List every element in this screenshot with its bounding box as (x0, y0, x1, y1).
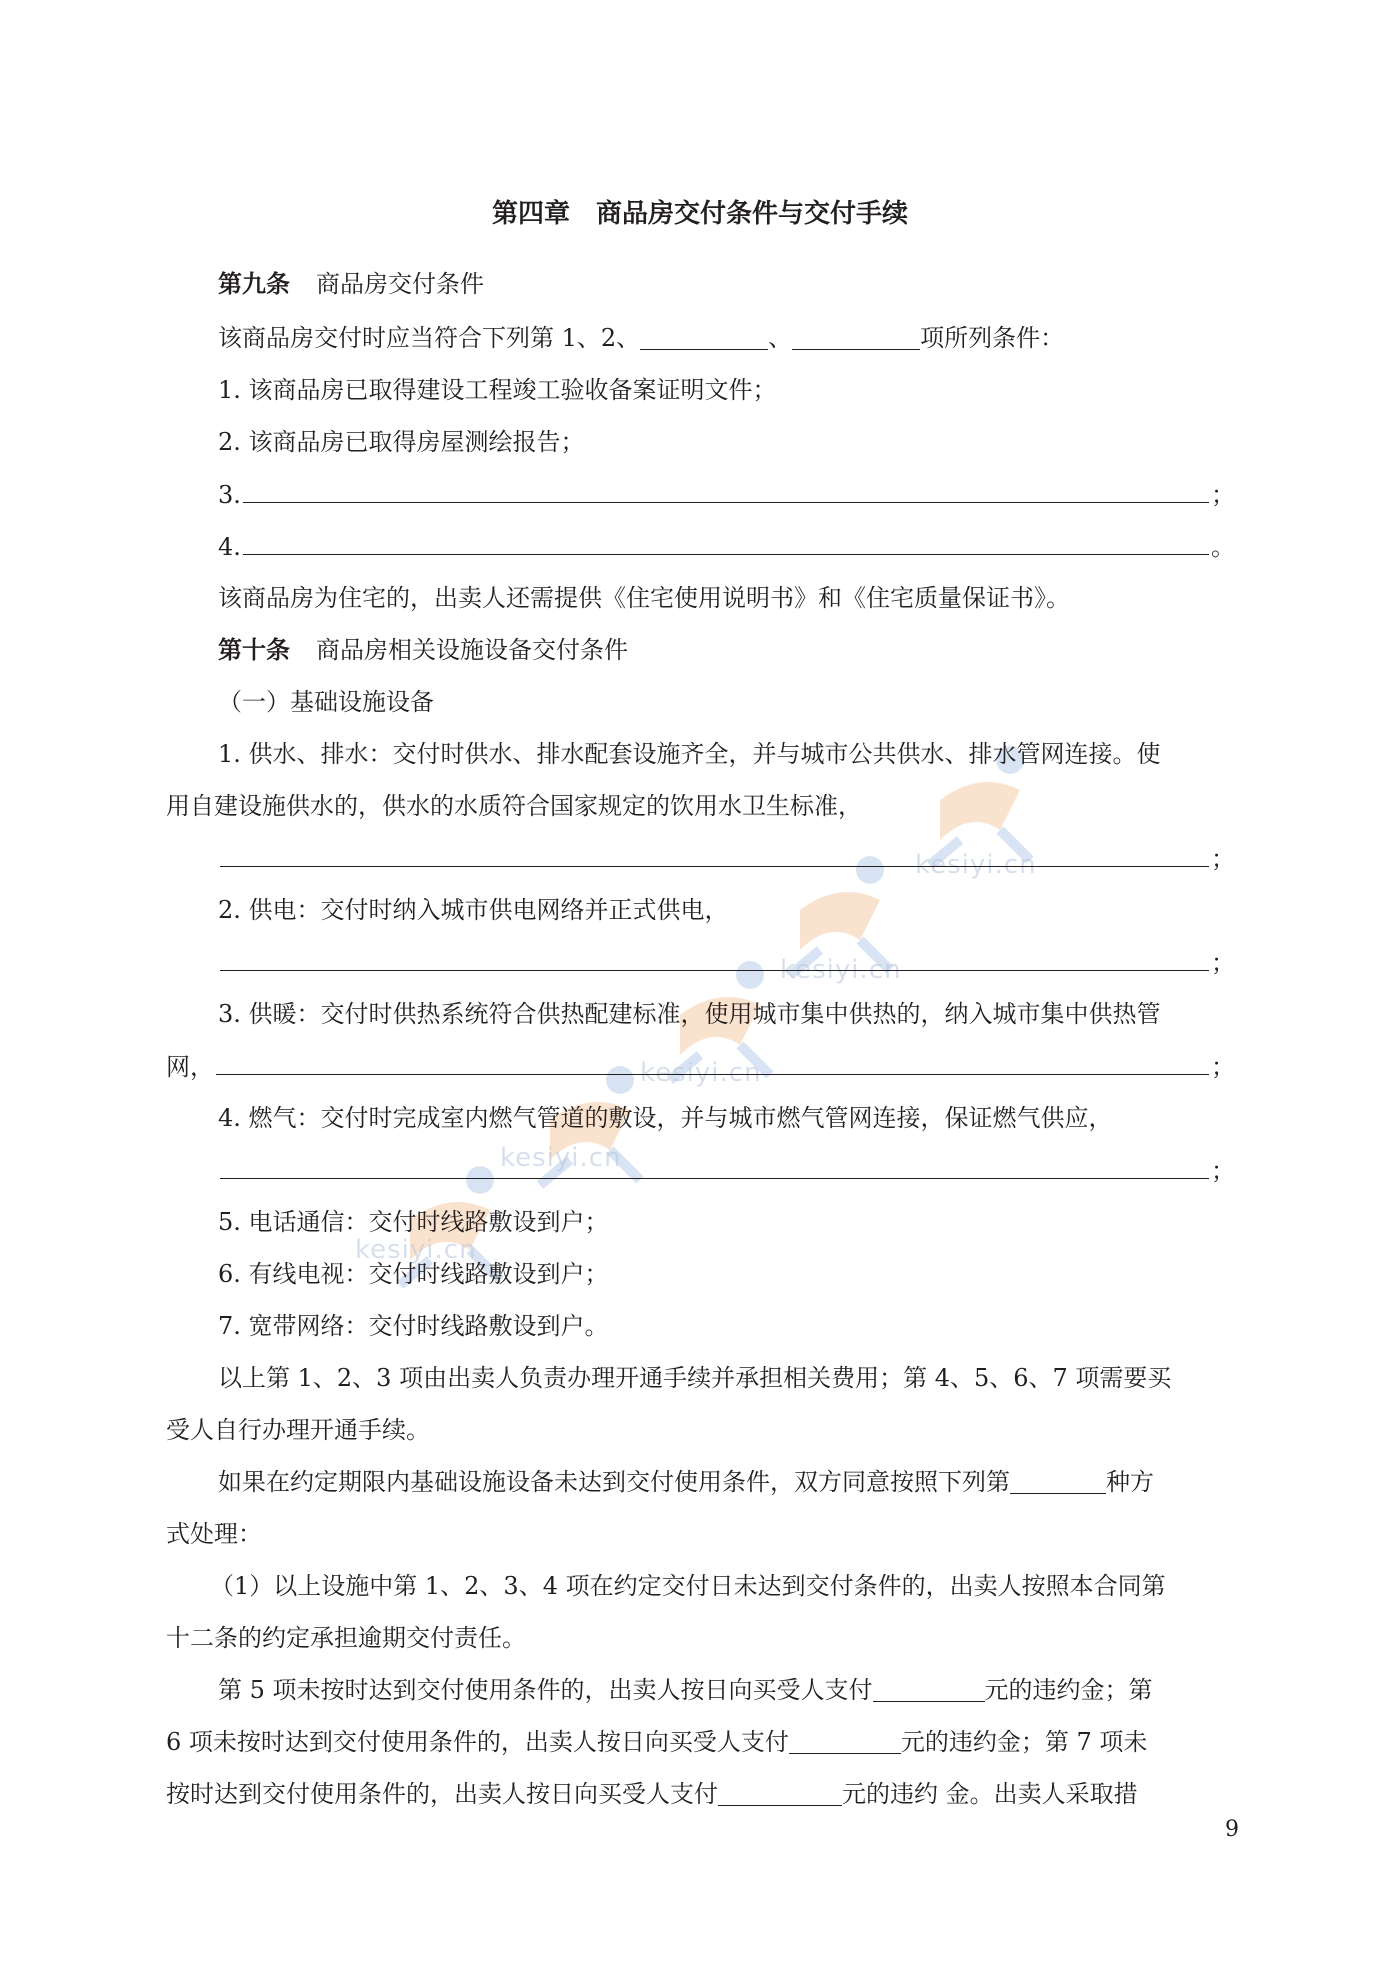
tv-clause: 6. 有线电视：交付时线路敷设到户； (218, 1260, 609, 1288)
watermark-text: kesiyi.cn (640, 1058, 762, 1088)
article9-heading (218, 266, 1235, 302)
penalty-blank-item5[interactable] (873, 1675, 985, 1702)
heating-blank[interactable] (216, 1048, 1209, 1075)
gas-blank-line (218, 1152, 1235, 1189)
article9-number: 第九条 (218, 270, 290, 298)
residential-note: 该商品房为住宅的，出卖人还需提供《住宅使用说明书》和《住宅质量保证书》。 (218, 584, 1070, 612)
penalty-blank-item7[interactable] (718, 1779, 842, 1806)
item4-blank[interactable] (243, 528, 1209, 555)
responsibility-line2: 受人自行办理开通手续。 (166, 1416, 430, 1444)
penalty-text: 按时达到交付使用条件的，出卖人按日向买受人支付 (166, 1780, 718, 1808)
article10-number: 第十条 (218, 636, 290, 664)
penalty-text: 6 项未按时达到交付使用条件的，出卖人按日向买受人支付 (166, 1728, 789, 1756)
penalty-line2 (166, 1724, 1235, 1760)
power-clause: 2. 供电：交付时纳入城市供电网络并正式供电， (218, 896, 729, 924)
article10-title: 商品房相关设施设备交付条件 (316, 636, 628, 664)
item3-blank[interactable] (243, 476, 1209, 503)
gas-blank[interactable] (220, 1152, 1209, 1179)
option1-line1: （1）以上设施中第 1、2、3、4 项在约定交付日未达到交付条件的，出卖人按照本合同第 (210, 1572, 1166, 1600)
water-clause-line2: 用自建设施供水的，供水的水质符合国家规定的饮用水卫生标准， (166, 792, 862, 820)
article9-intro (218, 320, 1235, 356)
penalty-text-end: 元的违约金；第 7 项未 (900, 1728, 1148, 1756)
item4-end: 。 (1211, 533, 1235, 561)
item3-label: 3. (218, 481, 241, 509)
heating-end: ； (1211, 1053, 1235, 1081)
method-choice-blank[interactable] (1010, 1467, 1106, 1494)
intro-text-end: 项所列条件： (920, 324, 1065, 352)
watermark-text: kesiyi.cn (500, 1143, 622, 1173)
condition-item-3 (218, 476, 1235, 513)
condition-item-4 (218, 528, 1235, 565)
heating-prefix: 网， (166, 1053, 214, 1081)
power-blank-line (218, 944, 1235, 981)
penalty-text: 第 5 项未按时达到交付使用条件的，出卖人按日向买受人支付 (218, 1676, 873, 1704)
item4-label: 4. (218, 533, 241, 561)
condition-item-1: 1. 该商品房已取得建设工程竣工验收备案证明文件； (218, 376, 777, 404)
power-blank[interactable] (220, 944, 1209, 971)
water-end: ； (1211, 845, 1235, 873)
water-blank[interactable] (220, 840, 1209, 867)
page-number: 9 (1225, 1817, 1239, 1842)
phone-clause: 5. 电话通信：交付时线路敷设到户； (218, 1208, 609, 1236)
chapter-title: 第四章 商品房交付条件与交付手续 (491, 199, 908, 229)
water-text: 1. 供水、排水：交付时供水、排水配套设施齐全，并与城市公共供水、排水管网连接。使 (218, 740, 1161, 768)
article10-heading (218, 632, 1235, 668)
intro-separator: 、 (768, 324, 793, 352)
failure-text: 如果在约定期限内基础设施设备未达到交付使用条件，双方同意按照下列第 (218, 1468, 1010, 1496)
option1-line2: 十二条的约定承担逾期交付责任。 (166, 1624, 526, 1652)
failure-clause-line1 (218, 1464, 1235, 1500)
section-basic-facilities: （一）基础设施设备 (218, 688, 434, 716)
item3-end: ； (1211, 481, 1235, 509)
intro-text: 该商品房交付时应当符合下列第 1、2、 (218, 324, 641, 352)
condition-blank-1[interactable] (640, 323, 768, 350)
gas-clause: 4. 燃气：交付时完成室内燃气管道的敷设，并与城市燃气管网连接，保证燃气供应， (218, 1104, 1113, 1132)
failure-clause-line2: 式处理： (166, 1520, 262, 1548)
penalty-text-end: 元的违约金；第 (984, 1676, 1153, 1704)
watermark-text: kesiyi.cn (355, 1235, 477, 1265)
gas-end: ； (1211, 1157, 1235, 1185)
water-clause-line1 (218, 736, 1235, 772)
penalty-line1 (218, 1672, 1235, 1708)
condition-item-2: 2. 该商品房已取得房屋测绘报告； (218, 428, 585, 456)
heating-clause-line1: 3. 供暖：交付时供热系统符合供热配建标准，使用城市集中供热的，纳入城市集中供热管 (218, 1000, 1161, 1028)
watermark-text: kesiyi.cn (915, 850, 1037, 880)
water-blank-line (218, 840, 1235, 877)
responsibility-line1: 以上第 1、2、3 项由出卖人负责办理开通手续并承担相关费用；第 4、5、6、7 项需要买 (218, 1364, 1172, 1392)
failure-text-end: 种方 (1106, 1468, 1154, 1496)
watermark-text: kesiyi.cn (780, 955, 902, 985)
penalty-line3 (166, 1776, 1235, 1812)
article9-title: 商品房交付条件 (316, 270, 484, 298)
penalty-blank-item6[interactable] (789, 1727, 901, 1754)
power-end: ； (1211, 949, 1235, 977)
condition-blank-2[interactable] (792, 323, 920, 350)
penalty-text-end: 元的违约 金。出卖人采取措 (842, 1780, 1138, 1808)
heating-blank-line (166, 1048, 1235, 1085)
broadband-clause: 7. 宽带网络：交付时线路敷设到户。 (218, 1312, 609, 1340)
